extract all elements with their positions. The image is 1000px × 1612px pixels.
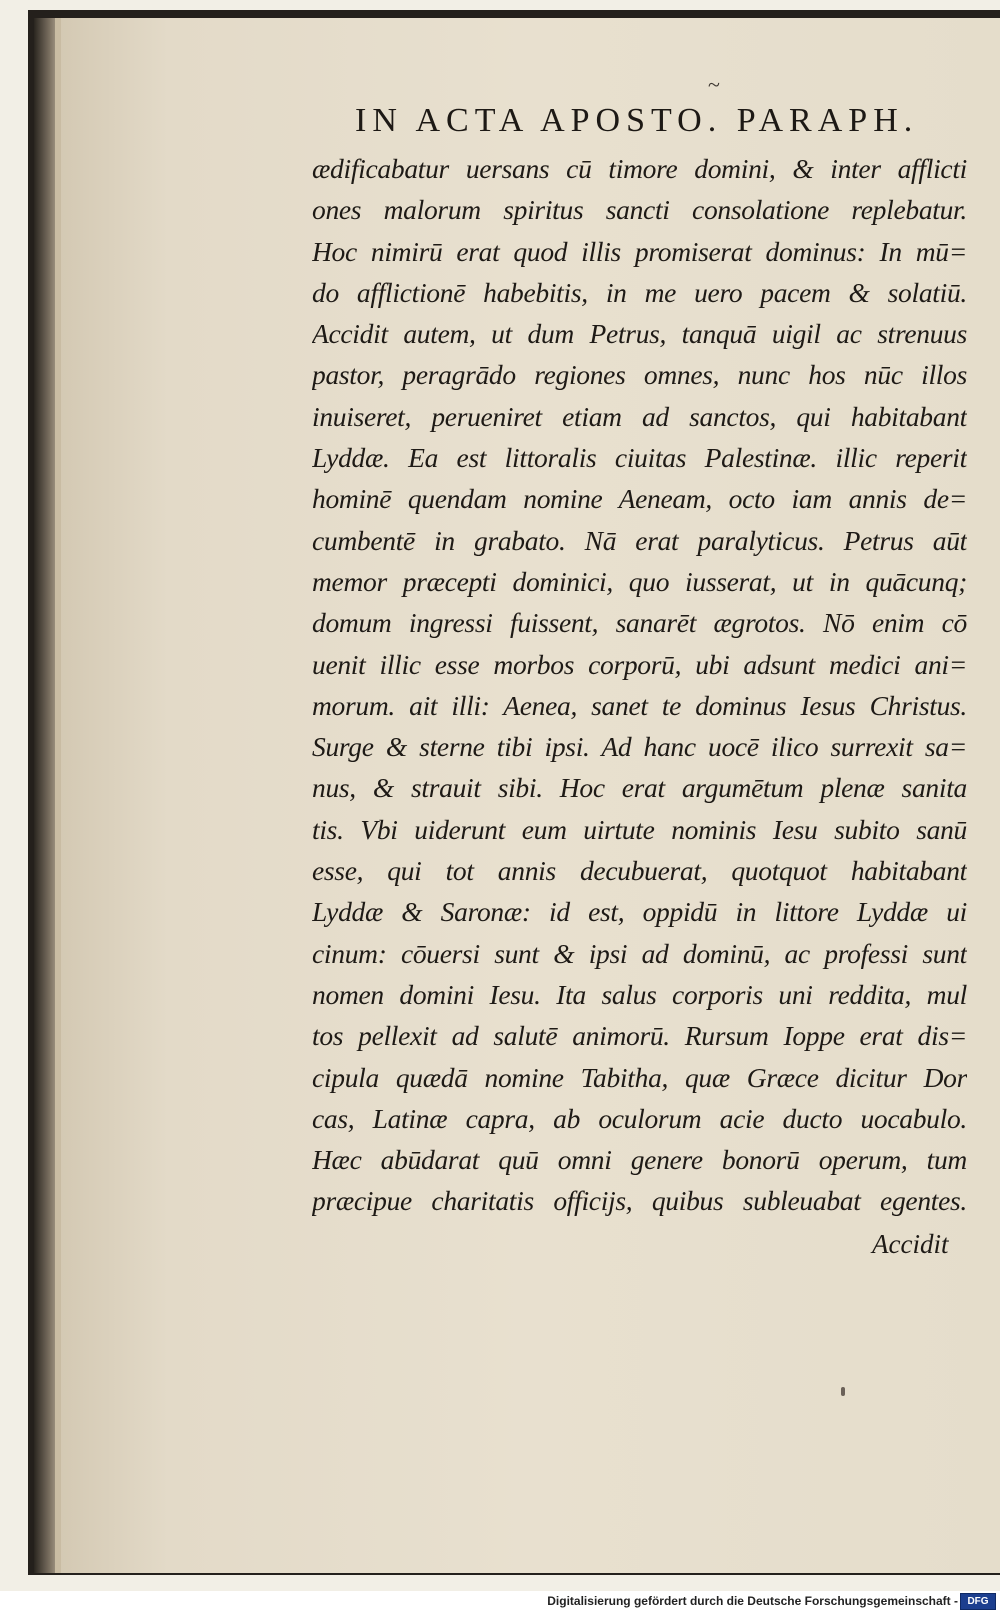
- text-line: Lyddæ. Ea est littoralis ciuitas Palestinæ. illic reperit: [312, 442, 967, 474]
- page-mark: ~: [708, 72, 720, 97]
- text-line: præcipue charitatis officijs, quibus subleuabat egentes.: [312, 1185, 967, 1217]
- text-line: Lyddæ & Saronæ: id est, oppidū in littore Lyddæ ui: [312, 896, 967, 928]
- text-line: pastor, peragrādo regiones omnes, nunc hos nūc illos: [312, 359, 967, 391]
- text-line: ædificabatur uersans cū timore domini, & inter afflicti: [312, 153, 967, 184]
- running-head: IN ACTA APOSTO. PARAPH.: [355, 102, 919, 139]
- text-line: hominē quendam nomine Aeneam, octo iam annis de=: [312, 483, 967, 515]
- catchword: Accidit: [872, 1229, 949, 1259]
- text-line: morum. ait illi: Aenea, sanet te dominus Iesus Christus.: [312, 689, 967, 721]
- text-line: do afflictionē habebitis, in me uero pacem & solatiū.: [312, 276, 967, 308]
- text-line: memor præcepti dominici, quo iusserat, ut in quācunq;: [312, 565, 967, 597]
- text-line: tis. Vbi uiderunt eum uirtute nominis Iesu subito sanū: [312, 813, 967, 845]
- footer-credit: Digitalisierung gefördert durch die Deutsche Forschungsgemeinschaft -: [547, 1594, 958, 1608]
- text-line: Surge & sterne tibi ipsi. Ad hanc uocē ilico surrexit sa=: [312, 731, 967, 763]
- text-line: cumbentē in grabato. Nā erat paralyticus. Petrus aūt: [312, 524, 967, 556]
- text-line: esse, qui tot annis decubuerat, quotquot habitabant: [312, 855, 967, 887]
- text-line: cas, Latinæ capra, ab oculorum acie ducto uocabulo.: [312, 1102, 967, 1134]
- dfg-logo: DFG: [960, 1593, 996, 1610]
- text-line: Hoc nimirū erat quod illis promiserat dominus: In mū=: [312, 235, 967, 267]
- text-line: Accidit autem, ut dum Petrus, tanquā uigil ac strenuus: [312, 318, 967, 350]
- text-line: ones malorum spiritus sancti consolatione replebatur.: [312, 194, 967, 226]
- text-line: uenit illic esse morbos corporū, ubi adsunt medici ani=: [312, 648, 967, 680]
- text-line: Hæc abūdarat quū omni genere bonorū operum, tum: [312, 1144, 967, 1176]
- body-text: [312, 148, 967, 1222]
- text-line: tos pellexit ad salutē animorū. Rursum Ioppe erat dis=: [312, 1020, 967, 1052]
- text-line: cinum: cōuersi sunt & ipsi ad dominū, ac professi sunt: [312, 937, 967, 969]
- text-line: domum ingressi fuissent, sanarēt ægrotos. Nō enim cō: [312, 607, 967, 639]
- text-line: nus, & strauit sibi. Hoc erat argumētum plenæ sanita: [312, 772, 967, 804]
- page-edge: [55, 18, 61, 1573]
- text-line: cipula quædā nomine Tabitha, quæ Græce dicitur Dor: [312, 1061, 967, 1093]
- text-line: inuiseret, perueniret etiam ad sanctos, qui habitabant: [312, 400, 967, 432]
- ink-speck: [841, 1387, 845, 1396]
- text-line: nomen domini Iesu. Ita salus corporis uni reddita, mul: [312, 978, 967, 1010]
